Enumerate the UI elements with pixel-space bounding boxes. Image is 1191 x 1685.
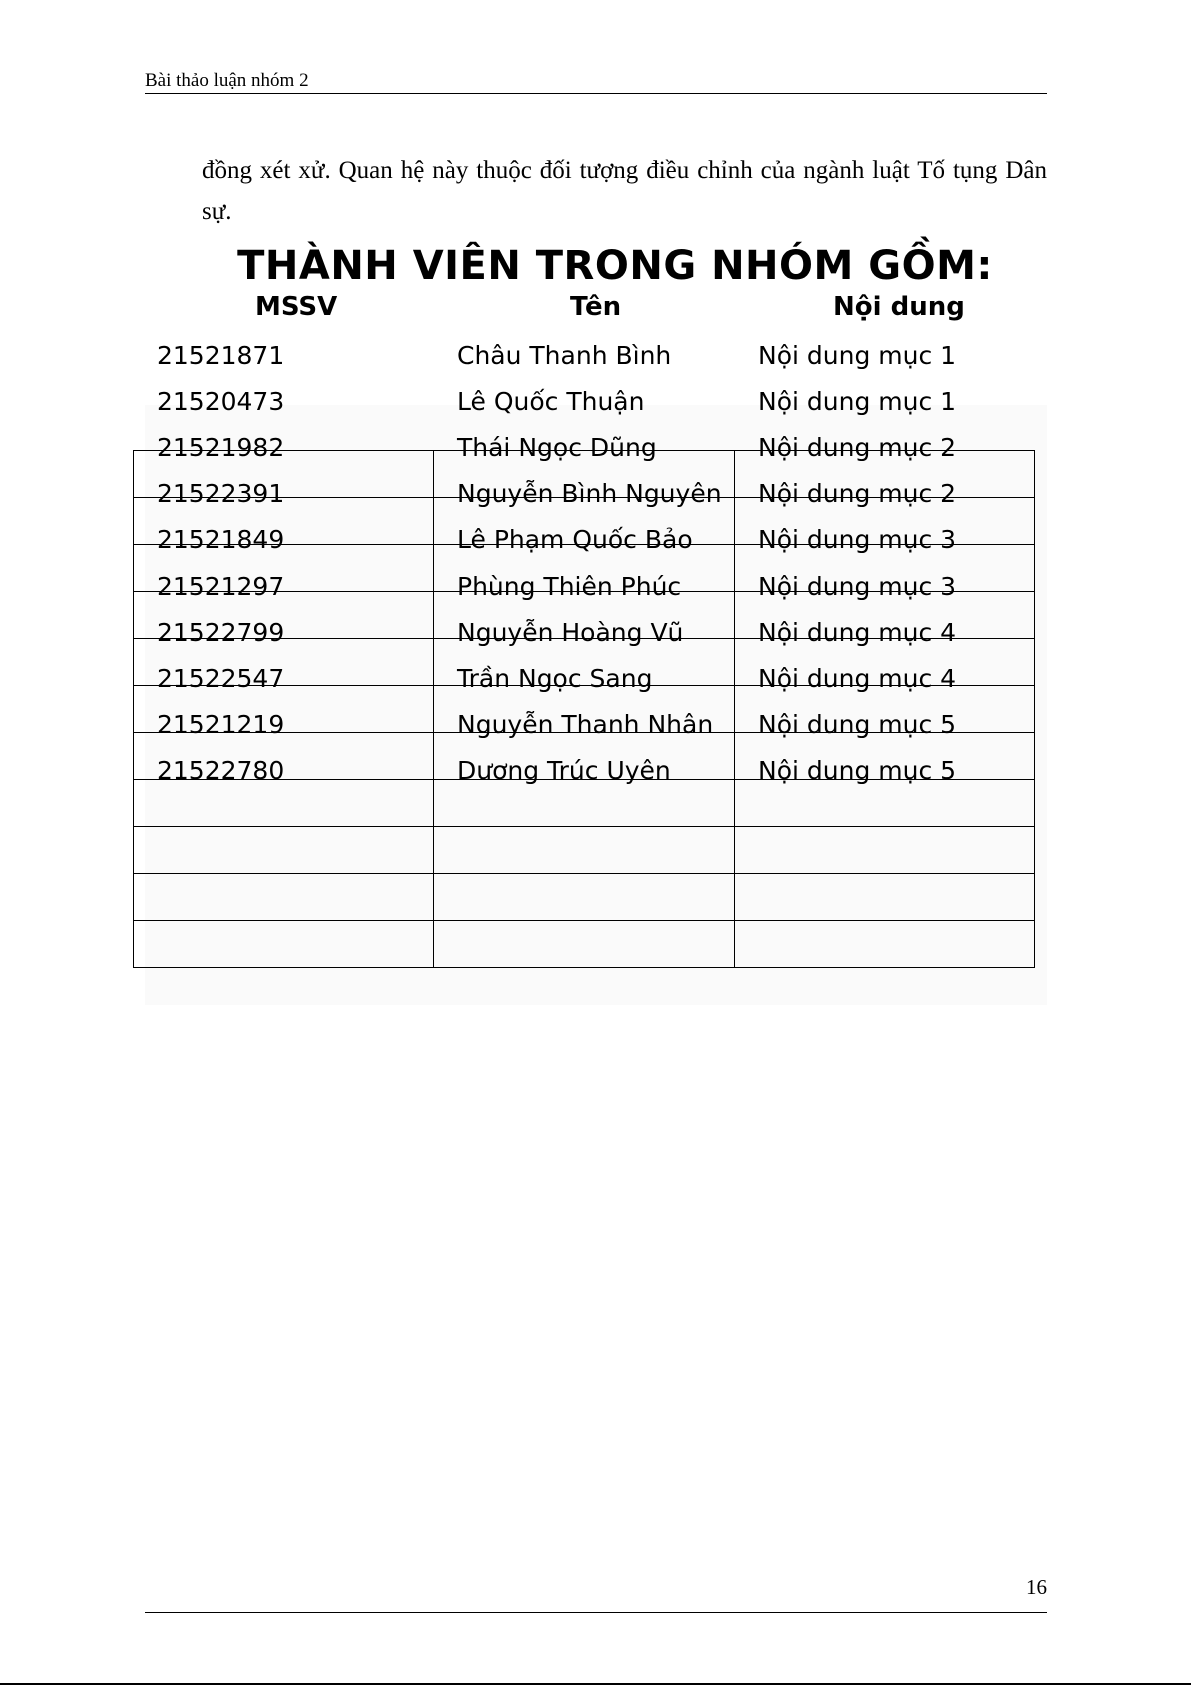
- running-header: Bài thảo luận nhóm 2: [145, 70, 309, 91]
- member-mssv: 21521849: [157, 525, 285, 555]
- member-name: Lê Phạm Quốc Bảo: [457, 525, 693, 555]
- member-name: Lê Quốc Thuận: [457, 387, 645, 417]
- column-header-content: Nội dung: [833, 292, 965, 322]
- member-name: Châu Thanh Bình: [457, 341, 672, 370]
- member-mssv: 21522547: [157, 663, 285, 693]
- member-mssv: 21521297: [157, 571, 285, 601]
- member-content: Nội dung mục 5: [758, 755, 957, 785]
- member-content: Nội dung mục 1: [758, 341, 957, 370]
- member-row: [0, 704, 1191, 750]
- member-content: Nội dung mục 3: [758, 525, 957, 555]
- member-row: [0, 427, 1191, 473]
- member-name: Nguyễn Thanh Nhân: [457, 709, 714, 739]
- member-content: Nội dung mục 4: [758, 663, 957, 693]
- member-name: Thái Ngọc Dũng: [457, 433, 657, 463]
- header-rule: [145, 93, 1047, 94]
- member-row: [0, 519, 1191, 565]
- page-number: 16: [1026, 1575, 1047, 1599]
- column-header-mssv: MSSV: [255, 292, 338, 322]
- member-name: Nguyễn Hoàng Vũ: [457, 617, 684, 647]
- member-mssv: 21521982: [157, 433, 285, 463]
- member-name: Phùng Thiên Phúc: [457, 571, 682, 601]
- member-row: [0, 473, 1191, 519]
- member-content: Nội dung mục 4: [758, 617, 957, 647]
- member-name: Nguyễn Bình Nguyên: [457, 479, 722, 509]
- member-content: Nội dung mục 2: [758, 433, 957, 463]
- footer-rule: [145, 1612, 1047, 1613]
- member-content: Nội dung mục 2: [758, 479, 957, 509]
- member-row: [0, 658, 1191, 704]
- member-mssv: 21520473: [157, 387, 285, 417]
- column-header-name: Tên: [570, 292, 622, 322]
- member-mssv: 21522780: [157, 755, 285, 785]
- member-content: Nội dung mục 5: [758, 709, 957, 739]
- member-row: [0, 566, 1191, 612]
- member-mssv: 21522799: [157, 617, 285, 647]
- member-mssv: 21521219: [157, 709, 285, 739]
- member-name: Trần Ngọc Sang: [457, 663, 653, 693]
- member-row: [0, 335, 1191, 381]
- member-row: [0, 612, 1191, 658]
- member-name: Dương Trúc Uyên: [457, 755, 671, 785]
- member-content: Nội dung mục 3: [758, 571, 957, 601]
- member-mssv: 21521871: [157, 341, 285, 370]
- body-paragraph: đồng xét xử. Quan hệ này thuộc đối tượng điều chỉnh của ngành luật Tố tụng Dân sự.: [202, 157, 1047, 225]
- section-title: THÀNH VIÊN TRONG NHÓM GỒM:: [237, 243, 993, 289]
- member-content: Nội dung mục 1: [758, 387, 957, 417]
- member-mssv: 21522391: [157, 479, 285, 509]
- member-row: [0, 750, 1191, 796]
- member-row: [0, 381, 1191, 427]
